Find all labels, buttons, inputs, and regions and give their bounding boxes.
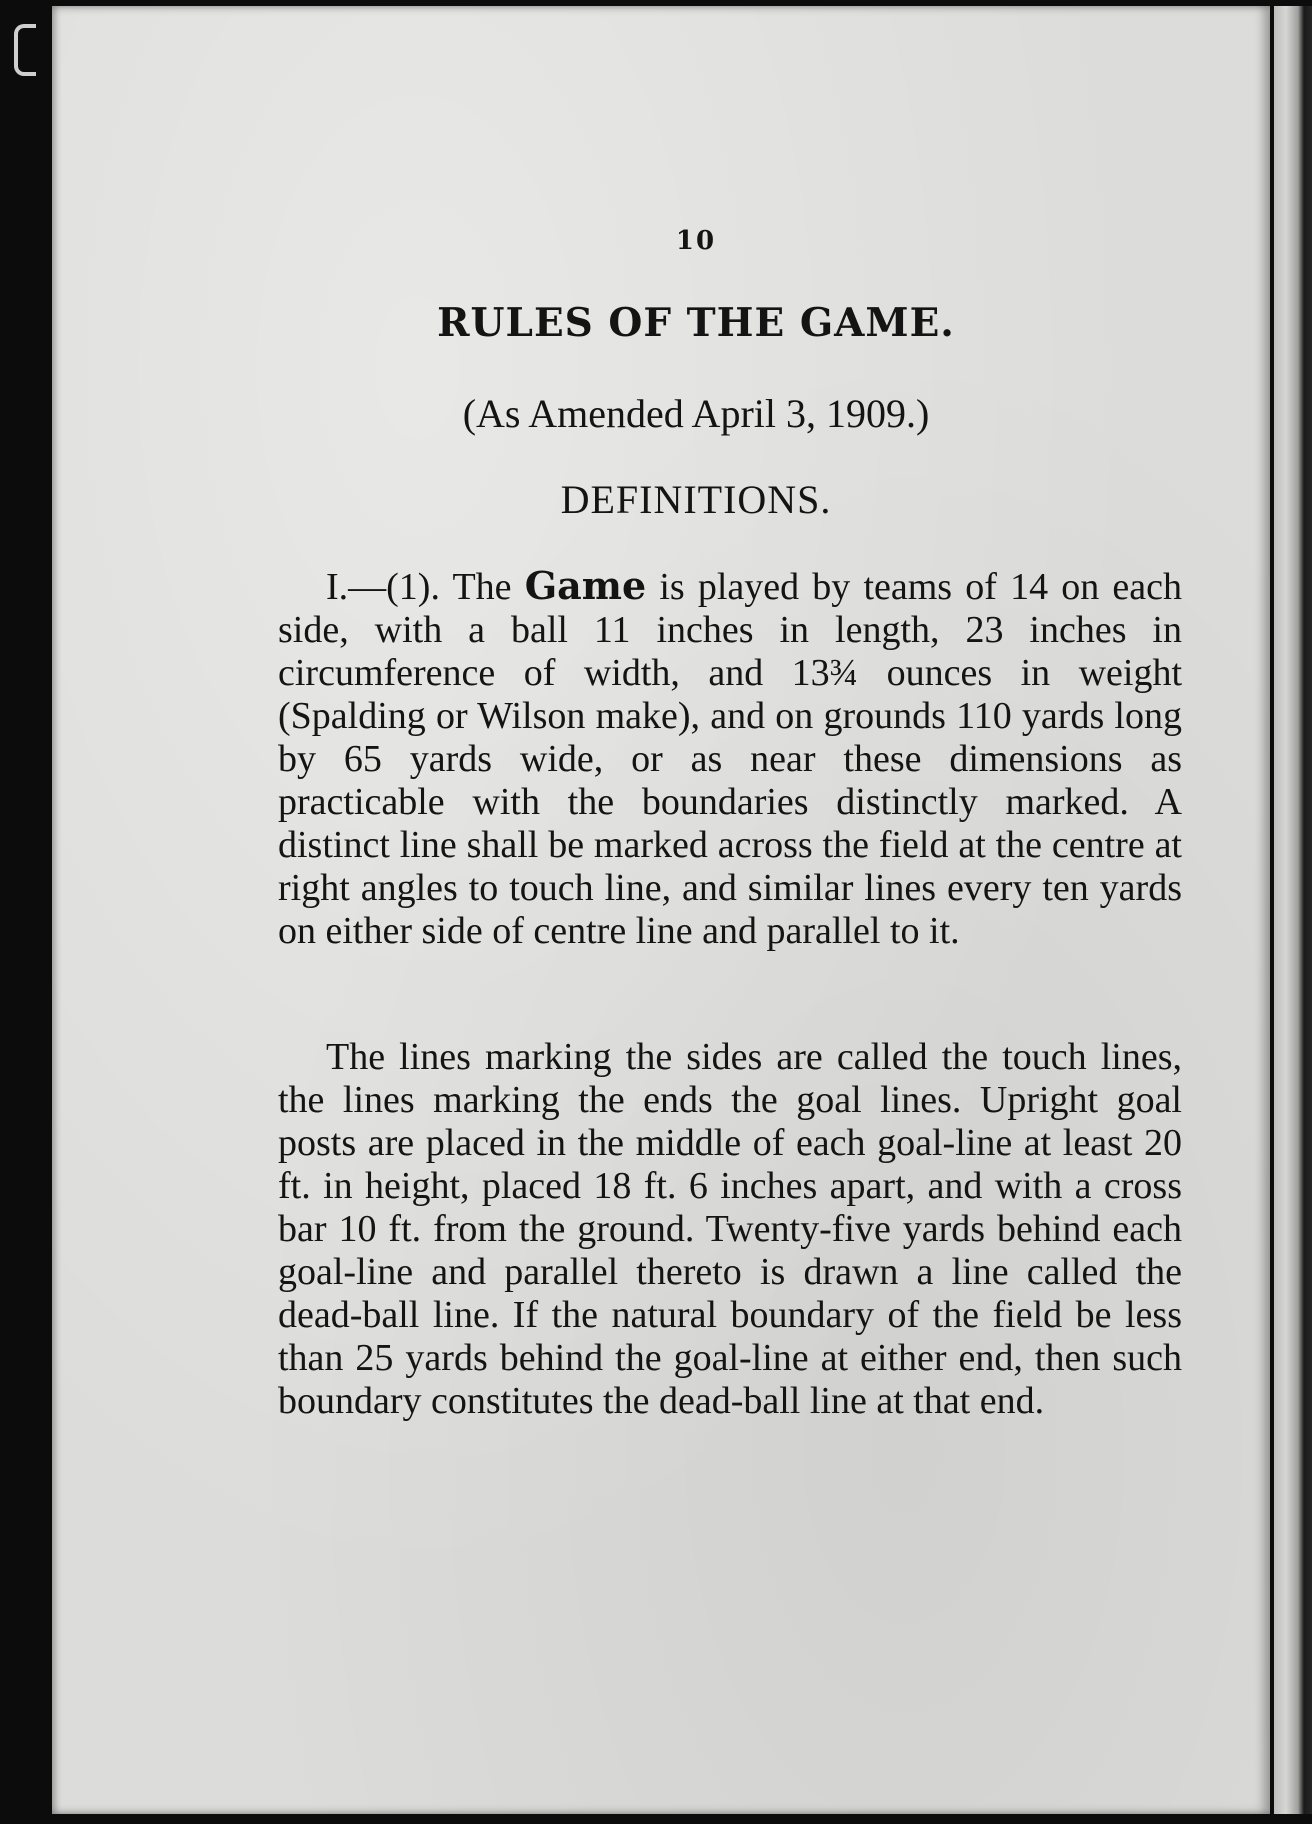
- paragraph-body: is played by teams of 14 on each side, with a ball 11 inches in length, 23 inches in circumference of width, and 13¾ ounces in weight (Spalding or Wilson make), and on grounds 110 yards long by 65 yards wide, or as near these dimensions as practicable with the boundaries distinctly marked. A distinct line shall be marked across the field at the centre at right angles to touch line, and similar lines every ten yards on either side of centre line and parallel to it.: [278, 566, 1182, 952]
- page-title: RULES OF THE GAME.: [437, 300, 955, 346]
- paragraph-lines-definition: The lines marking the sides are called the touch lines, the lines marking the ends the goal lines. Upright goal posts are placed in the middle of each goal-line at least 20 ft. in height, placed 18 ft. 6 inches apart, and with a cross bar 10 ft. from the ground. Twenty-five yards behind each goal-line and parallel thereto is drawn a line called the dead-ball line. If the natural boundary of the field be less than 25 yards behind the goal-line at either end, then such boundary constitutes the dead-ball line at that end.: [278, 1036, 1182, 1422]
- paragraph-game-definition: [278, 564, 1182, 953]
- paragraph-lead: I.—(1). The: [326, 566, 525, 608]
- page-number: 10: [675, 226, 717, 256]
- binding-clip-mark: [14, 24, 36, 76]
- book-page: [52, 6, 1270, 1814]
- page-edge-shadow: [1274, 6, 1312, 1814]
- section-heading: DEFINITIONS.: [560, 477, 832, 522]
- bold-term-game: Game: [524, 563, 647, 608]
- page-subtitle: (As Amended April 3, 1909.): [462, 391, 930, 436]
